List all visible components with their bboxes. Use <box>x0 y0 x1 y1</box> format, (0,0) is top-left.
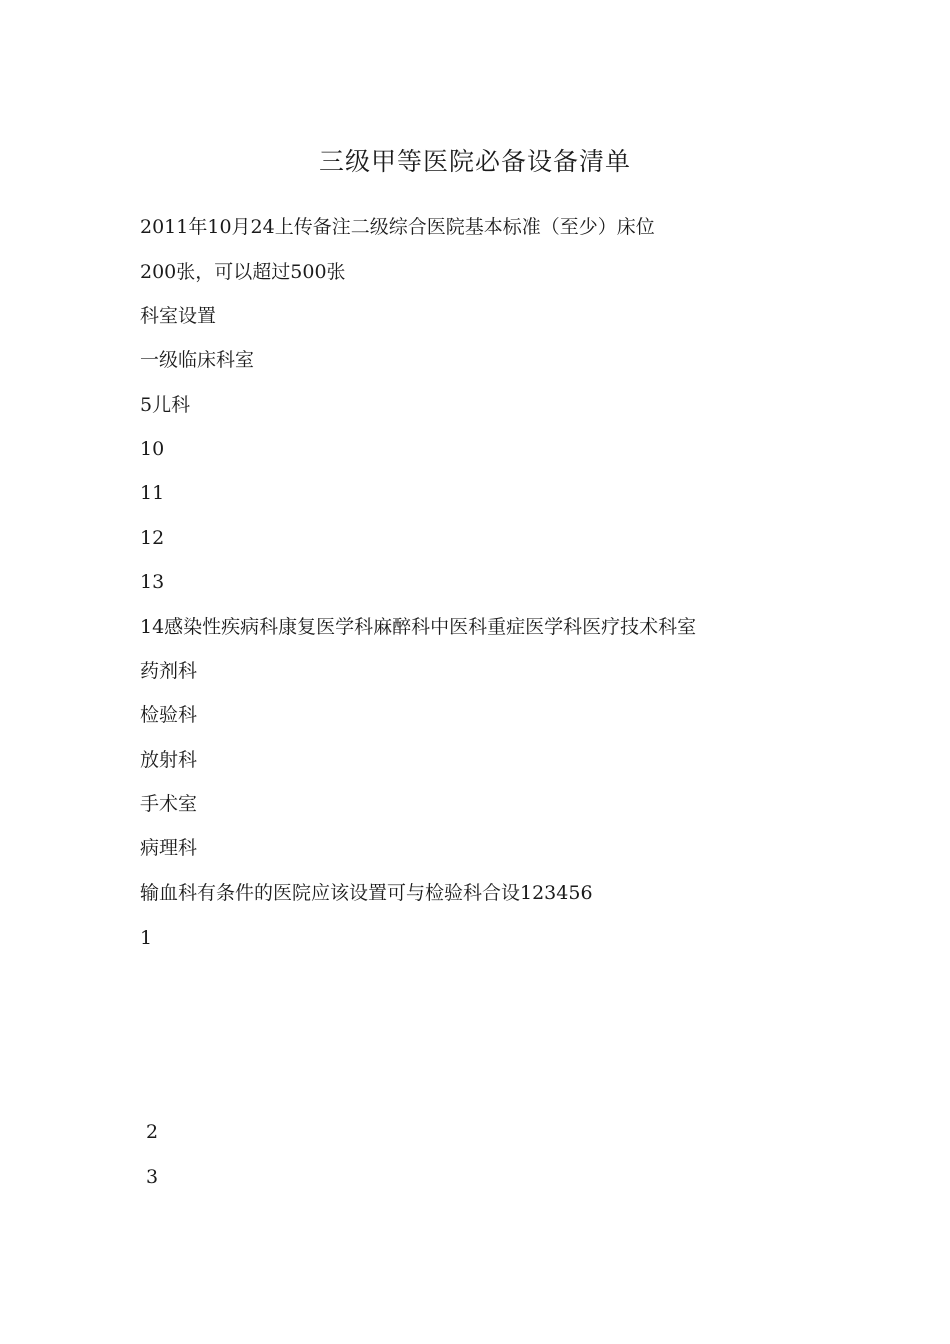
text-line: 检验科 <box>140 704 198 726</box>
text-line: 2 <box>146 1121 159 1143</box>
text-line: 手术室 <box>140 793 198 815</box>
text-line: 病理科 <box>140 837 198 859</box>
text-line: 输血科有条件的医院应该设置可与检验科合设123456 <box>140 882 593 904</box>
document-title: 三级甲等医院必备设备清单 <box>318 147 631 176</box>
text-line: 3 <box>146 1166 159 1188</box>
text-line: 科室设置 <box>140 305 217 327</box>
text-line: 12 <box>140 527 165 549</box>
text-line: 一级临床科室 <box>140 349 255 371</box>
text-line: 13 <box>140 571 165 593</box>
text-line: 放射科 <box>140 749 198 771</box>
text-line: 1 <box>140 927 153 949</box>
text-line: 200张，可以超过500张 <box>140 261 346 283</box>
text-line: 5儿科 <box>140 394 191 416</box>
text-line: 10 <box>140 438 165 460</box>
text-line: 14感染性疾病科康复医学科麻醉科中医科重症医学科医疗技术科室 <box>140 616 697 638</box>
text-line: 11 <box>140 482 165 504</box>
text-line: 药剂科 <box>140 660 198 682</box>
text-line: 2011年10月24上传备注二级综合医院基本标准（至少）床位 <box>140 216 655 238</box>
